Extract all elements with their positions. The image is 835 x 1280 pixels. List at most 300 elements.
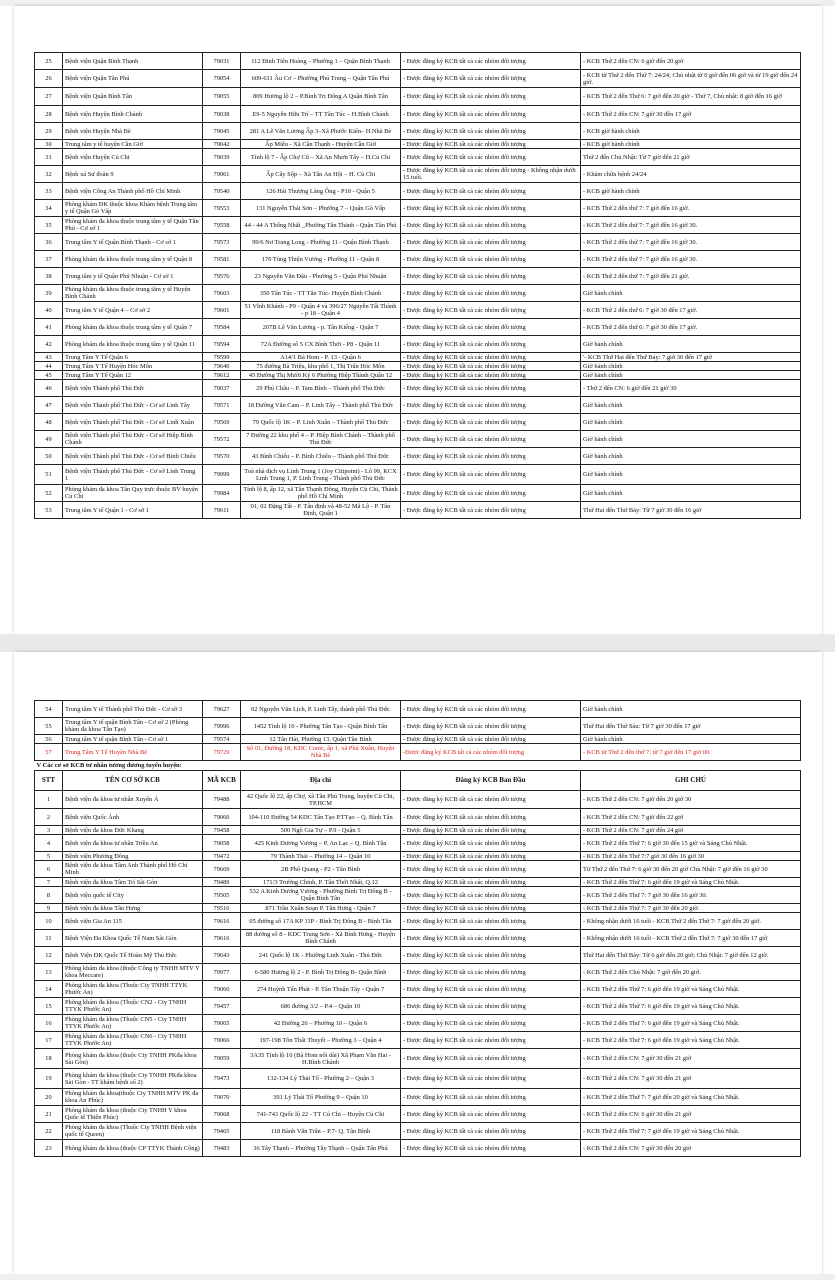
code-cell: 79729 [203,744,241,761]
address-cell: 88 đường số 8 - KDC Trung Sơn - Xã Bình Hưng - Huyện Bình Chánh [241,930,401,947]
registration-cell: - Được đăng ký KCB tất cả các nhóm đối tượng [401,149,581,166]
note-cell: - KCB Thứ 2 đến Thứ 7: 7 giờ 30 đến 20 giờ. [581,904,801,913]
code-cell: 79472 [203,852,241,861]
address-cell: 43 Bình Chiểu – P. Bình Chiểu – Thành phố Thủ Đức [241,448,401,465]
address-cell: E9-5 Nguyễn Hữu Trí – TT Tân Túc – H.Bình Chánh [241,106,401,123]
table-row [35,251,801,268]
note-cell: - KCB Thứ 2 đến thứ 6: 7 giờ 30 đến 17 giờ. [581,319,801,336]
stt-cell: 14 [35,981,63,998]
facility-table-part2 [34,700,801,1157]
code-cell: 79984 [203,485,241,502]
name-cell: Bệnh viện đa khoa Tâm Trí Sài Gòn [63,878,203,887]
stt-cell: 19 [35,1069,63,1089]
note-cell: - KCB Thứ 2 đến thứ 7: 7 giờ đến 16 giờ 30. [581,234,801,251]
stt-cell: 43 [35,353,63,362]
name-cell: Bệnh viện đa khoa Tân Hưng [63,904,203,913]
stt-cell: 21 [35,1106,63,1123]
note-cell: Từ Thứ 2 đến Thứ 7: 6 giờ 30 đến 20 giờ Chủ Nhật: 7 giờ đến 16 giờ 30 [581,861,801,878]
name-cell: Trung tâm Y tế Quận 4 – Cơ sở 2 [63,302,203,319]
note-cell: '- KCB Thứ Hai đến Thứ Bảy: 7 giờ 30 đến 17 giờ [581,353,801,362]
stt-cell: 28 [35,106,63,123]
table-row [35,166,801,183]
note-cell: - KCB Thứ 2 đến thứ 7: 7 giờ đến 16 giờ. [581,200,801,217]
registration-cell: - Được đăng ký KCB tất cả các nhóm đối tượng [401,319,581,336]
note-cell: - KCB giờ hành chính [581,140,801,149]
registration-cell: - Được đăng ký KCB tất cả các nhóm đối tượng [401,234,581,251]
code-cell: 79612 [203,371,241,380]
table-row [35,414,801,431]
address-cell: Ấp Miễu - Xã Cần Thạnh - Huyện Cần Giờ [241,140,401,149]
registration-cell: - Được đăng ký KCB tất cả các nhóm đối tượng [401,88,581,106]
name-cell: Bệnh viện Thành phố Thủ Đức - Cơ sở Linh Xuân [63,414,203,431]
stt-cell: 57 [35,744,63,761]
section-title: V Các cơ sở KCB tư nhân tương đương tuyến huyện: [35,761,801,771]
registration-cell: - Được đăng ký KCB tất cả các nhóm đối tượng [401,336,581,353]
code-cell: 79516 [203,904,241,913]
address-cell: 871 Trần Xuân Soạn P. Tân Hưng - Quận 7 [241,904,401,913]
note-cell: Giờ hành chính [581,414,801,431]
registration-cell: - Được đăng ký KCB tất cả các nhóm đối tượng [401,887,581,904]
name-cell: Bệnh viện đa khoa tư nhân Triều An [63,835,203,852]
table-row [35,465,801,485]
name-cell: Trung Tâm Y Tế Quận 6 [63,353,203,362]
note-cell: - Khám chữa bệnh 24/24 [581,166,801,183]
table-row [35,397,801,414]
name-cell: Phòng khám đa khoa(thuộc Cty TNHH MTV PK đa khoa An Phúc) [63,1089,203,1106]
note-cell: Thứ 2 đến Chủ Nhật: Từ 7 giờ đến 21 giờ [581,149,801,166]
code-cell: 79616 [203,913,241,930]
code-cell: 79039 [203,149,241,166]
name-cell: Trung tâm y tế huyện Cần Giờ [63,140,203,149]
note-cell: - KCB Thứ 2 đến Thứ 7: 7 giờ 30 đến 16 giờ 30. [581,887,801,904]
table-row [35,852,801,861]
note-cell: - KCB từ Thứ 2 đến thứ 7: từ 7 giờ đến 17 giờ 00. [581,744,801,761]
address-cell: 42 Đường 26 – Phường 10 – Quận 6 [241,1015,401,1032]
name-cell: Phòng khám đa khoa (Thuộc CN2 - Cty TNHH TTYK Phước An) [63,998,203,1015]
note-cell: - KCB Thứ 2 đến Thứ 7: 6 giờ đến 19 giờ và Sáng Chủ Nhật. [581,998,801,1015]
address-cell: A14/1 Bà Hom - P. 13 - Quận 6 [241,353,401,362]
name-cell: Trung Tâm Y Tế Quận 12 [63,371,203,380]
code-cell: 79627 [203,701,241,718]
note-cell: - KCB Thứ 2 đến CN: 6 giờ đến 20 giờ [581,53,801,70]
registration-cell: - Được đăng ký KCB tất cả các nhóm đối tượng [401,217,581,234]
code-cell: 79611 [203,502,241,519]
name-cell: Phòng khám đa khoa (Thuộc Cty TNHH TTYK Phước An) [63,981,203,998]
table-row [35,319,801,336]
code-cell: 79572 [203,431,241,448]
facility-table-part1 [34,52,801,519]
stt-cell: 11 [35,930,63,947]
address-cell: 36 Tây Thạnh – Phường Tây Thạnh – Quận Tân Phú [241,1140,401,1157]
table-row [35,930,801,947]
code-cell: 79570 [203,448,241,465]
note-cell: - KCB Thứ 2 đến thứ 7: 7 giờ đến 16 giờ 30. [581,217,801,234]
code-cell: 79669 [203,861,241,878]
address-cell: 02 Nguyễn Văn Lịch, P. Linh Tây, thành phố Thủ Đức [241,701,401,718]
note-cell: - KCB từ Thứ 2 đến Thứ 7: 24/24; Chủ nhật từ 0 giờ đến 06 giờ và từ 19 giờ đến 24 giờ. [581,70,801,88]
table-row [35,861,801,878]
address-cell: 7 Đường 22 khu phố 4 – P. Hiệp Bình Chánh – Thành phố Thủ Đức [241,431,401,448]
address-cell: 3A35 Tỉnh lộ 10 (Bà Hom nối dài) Xã Phạm Văn Hai -H.Bình Chánh [241,1049,401,1069]
page-gap [0,634,835,652]
address-cell: Số 01, Đường 18, KDC Conic, ấp 1, xã Phú Xuân, Huyện Nhà Bè [241,744,401,761]
table-row [35,502,801,519]
code-cell: 79616 [203,930,241,947]
code-cell: 79599 [203,353,241,362]
registration-cell: - Được đăng ký KCB tất cả các nhóm đối tượng [401,1140,581,1157]
table-row [35,998,801,1015]
table-row [35,234,801,251]
table-row [35,1140,801,1157]
registration-cell: - Được đăng ký KCB tất cả các nhóm đối tượng [401,285,581,302]
stt-cell: 44 [35,362,63,371]
address-cell: 01, 02 Đặng Tất - P. Tân định và 48-52 Mã Lộ - P. Tân Định, Quận 1 [241,502,401,519]
name-cell: Phòng khám đa khoa (thuộc CP TTYK Thành Công) [63,1140,203,1157]
stt-cell: 16 [35,1015,63,1032]
address-cell: 72A Đường số 5 CX Bình Thới - P8 - Quận 11 [241,336,401,353]
registration-cell: - Được đăng ký KCB tất cả các nhóm đối tượng [401,1032,581,1049]
name-cell: Trung tâm Y tế Quận Bình Thạnh - Cơ sở 1 [63,234,203,251]
code-cell: 79059 [203,1049,241,1069]
table-row [35,835,801,852]
address-cell: 2B Phổ Quang - P2 - Tân Bình [241,861,401,878]
registration-cell: - Được đăng ký KCB tất cả các nhóm đối tượng [401,1015,581,1032]
address-cell: 207B Lê Văn Lương - p. Tân Kiểng - Quận 7 [241,319,401,336]
note-cell: - KCB Thứ 2 đến CN: 7 giờ 30 đến 21 giờ [581,1049,801,1069]
stt-cell: 50 [35,448,63,465]
table-row [35,718,801,735]
code-cell: 79571 [203,397,241,414]
note-cell: - KCB Thứ 2 đến Thứ 7: 6 giờ đến 19 giờ và Sáng Chủ Nhật. [581,878,801,887]
code-cell: 79065 [203,1015,241,1032]
code-cell: 79640 [203,362,241,371]
stt-cell: 22 [35,1123,63,1140]
code-cell: 79066 [203,1032,241,1049]
address-cell: 500 Ngô Gia Tự – P.9 - Quận 5 [241,826,401,835]
table-row [35,904,801,913]
address-cell: 51 Vĩnh Khánh - P9 - Quận 4 và 396/27 Nguyễn Tất Thành - p 18 - Quận 4 [241,302,401,319]
stt-cell: 10 [35,913,63,930]
header-stt: STT [35,771,63,791]
stt-cell: 2 [35,809,63,826]
address-cell: 79 Thành Thái – Phường 14 – Quận 10 [241,852,401,861]
registration-cell: - Được đăng ký KCB tất cả các nhóm đối tượng [401,502,581,519]
name-cell: Bệnh viện Thành phố Thủ Đức - Cơ sở Hiệp Bình Chánh [63,431,203,448]
address-cell: 45 Đường Thị Mười Ký 6 Phường Hiệp Thành Quận 12 [241,371,401,380]
registration-cell: - Được đăng ký KCB tất cả các nhóm đối tượng [401,140,581,149]
code-cell: 79996 [203,718,241,735]
registration-cell: - Được đăng ký KCB tất cả các nhóm đối tượng [401,485,581,502]
stt-cell: 29 [35,123,63,140]
note-cell: Thứ Hai đến Thứ Bảy: Từ 7 giờ 30 đến 16 giờ [581,502,801,519]
address-cell: 241 Quốc lộ 1K - Phường Linh Xuân - Thủ Đức [241,947,401,964]
code-cell: 79603 [203,285,241,302]
stt-cell: 18 [35,1049,63,1069]
name-cell: Bệnh viện Huyện Củ Chi [63,149,203,166]
table-row [35,149,801,166]
stt-cell: 36 [35,234,63,251]
address-cell: 44 - 44 A Thống Nhất _Phường Tân Thành - Quận Tân Phú [241,217,401,234]
address-cell: 104-110 Đường 54 KDC Tân Tạo P.TTạo – Q. Bình Tân [241,809,401,826]
registration-cell: - Được đăng ký KCB tất cả các nhóm đối tượng [401,701,581,718]
name-cell: Phòng khám đa khoa (Thuộc Cty TNHH Bệnh viện quốc tế Queen) [63,1123,203,1140]
note-cell: Giờ hành chính [581,336,801,353]
registration-cell: - Được đăng ký KCB tất cả các nhóm đối tượng [401,183,581,200]
code-cell: 79594 [203,336,241,353]
address-cell: 170 Tùng Thiện Vương - Phường 11 - Quận 8 [241,251,401,268]
table-row [35,809,801,826]
address-cell: 281 A Lê Văn Lương Ấp 3–Xã Phước Kiển– H.Nhà Bè [241,123,401,140]
note-cell: - KCB Thứ 2 đến Thứ 7: 7 giờ đến 20 giờ và Sáng Chủ Nhật. [581,1089,801,1106]
stt-cell: 31 [35,149,63,166]
name-cell: Bệnh viện Thành phố Thủ Đức - Cơ sở Linh Tây [63,397,203,414]
code-cell: 79054 [203,70,241,88]
stt-cell: 38 [35,268,63,285]
registration-cell: - Được đăng ký KCB tất cả các nhóm đối tượng [401,268,581,285]
name-cell: Bệnh viện Quận Tân Phú [63,70,203,88]
name-cell: Phòng khám đa khoa (thuộc Cty TNHH PKđa khoa Sài Gòn) [63,1049,203,1069]
registration-cell: - Được đăng ký KCB tất cả các nhóm đối tượng [401,904,581,913]
address-cell: 6-580 Hương lộ 2 - P. Bình Trị Đông B- Quận Bình [241,964,401,981]
table-row [35,336,801,353]
note-cell: Giờ hành chính [581,362,801,371]
table-row [35,826,801,835]
registration-cell: - Được đăng ký KCB tất cả các nhóm đối tượng [401,362,581,371]
registration-cell: -Được đăng ký KCB tất cả các nhóm đối tượng [401,744,581,761]
address-cell: 42 Quốc lộ 22, ấp Chợ, xã Tân Phú Trung, huyện Củ Chi, TP.HCM [241,791,401,809]
registration-cell: - Được đăng ký KCB tất cả các nhóm đối tượng [401,735,581,744]
code-cell: 79060 [203,981,241,998]
code-cell: 79540 [203,183,241,200]
stt-cell: 40 [35,302,63,319]
stt-cell: 39 [35,285,63,302]
registration-cell: - Được đăng ký KCB tất cả các nhóm đối tượng [401,123,581,140]
stt-cell: 32 [35,166,63,183]
table-row [35,744,801,761]
registration-cell: - Được đăng ký KCB tất cả các nhóm đối tượng [401,913,581,930]
registration-cell: - Được đăng ký KCB tất cả các nhóm đối tượng [401,718,581,735]
table-row [35,947,801,964]
code-cell: 79457 [203,998,241,1015]
name-cell: Bệnh xá Sư đoàn 9 [63,166,203,183]
address-cell: 126 Hải Thượng Lãng Ông - P10 - Quận 5 [241,183,401,200]
table-row [35,485,801,502]
code-cell: 79553 [203,200,241,217]
header-registration: Đăng ký KCB Ban Đầu [401,771,581,791]
address-cell: Tỉnh lộ 7 - Ấp Chợ Cũ – Xã An Nhơn Tây – H.Củ Chi [241,149,401,166]
registration-cell: - Được đăng ký KCB tất cả các nhóm đối tượng [401,826,581,835]
table-row [35,380,801,397]
code-cell: 79569 [203,414,241,431]
registration-cell: - Được đăng ký KCB tất cả các nhóm đối tượng - Không nhận dưới 15 tuổi. [401,166,581,183]
name-cell: Trung tâm y tế Quận Phú Nhuận - Cơ sở 1 [63,268,203,285]
registration-cell: - Được đăng ký KCB tất cả các nhóm đối tượng [401,791,581,809]
bottom-margin [0,1274,835,1280]
address-cell: 197-198 Tôn Thất Thuyết – Phường 3 – Quận 4 [241,1032,401,1049]
code-cell: 79581 [203,251,241,268]
address-cell: 1452 Tỉnh lộ 10 - Phường Tân Tạo - Quận Bình Tân [241,718,401,735]
code-cell: 79558 [203,217,241,234]
document-page-1 [14,6,822,634]
address-cell: 532 A Kinh Dương Vương - Phường Bình Trị Đông B - Quận Bình Tân [241,887,401,904]
registration-cell: - Được đăng ký KCB tất cả các nhóm đối tượng [401,930,581,947]
name-cell: Trung Tâm Y Tế Huyện Hóc Môn [63,362,203,371]
code-cell: 79058 [203,835,241,852]
address-cell: Ấp Cây Sộp – Xã Tân An Hội – H. Củ Chi [241,166,401,183]
stt-cell: 46 [35,380,63,397]
registration-cell: - Được đăng ký KCB tất cả các nhóm đối tượng [401,981,581,998]
code-cell: 79037 [203,380,241,397]
address-cell: 274 Huỳnh Tấn Phát - P. Tân Thuận Tây - Quận 7 [241,981,401,998]
table-row [35,70,801,88]
stt-cell: 20 [35,1089,63,1106]
name-cell: Bệnh viện Quốc Ánh [63,809,203,826]
note-cell: Giờ hành chính [581,371,801,380]
header-notes: GHI CHÚ [581,771,801,791]
note-cell: Giờ hành chính [581,285,801,302]
name-cell: Bệnh viện đa khoa Tâm Anh Thành phố Hồ Chí Minh [63,861,203,878]
table-row [35,200,801,217]
address-cell: 05 đường số 17A KP 11P - Bình Trị Đông B - Bình Tân [241,913,401,930]
code-cell: 79601 [203,302,241,319]
note-cell: - KCB Thứ 2 đến Thứ 7: 6 giờ đến 19 giờ và Sáng Chủ Nhật. [581,981,801,998]
registration-cell: - Được đăng ký KCB tất cả các nhóm đối tượng [401,1106,581,1123]
registration-cell: - Được đăng ký KCB tất cả các nhóm đối tượng [401,397,581,414]
name-cell: Phòng khám đa khoa thuộc trung tâm y tế Huyện Bình Chánh [63,285,203,302]
code-cell: 79458 [203,826,241,835]
table-row [35,88,801,106]
code-cell: 79999 [203,465,241,485]
table-row [35,362,801,371]
stt-cell: 37 [35,251,63,268]
registration-cell: - Được đăng ký KCB tất cả các nhóm đối tượng [401,878,581,887]
registration-cell: - Được đăng ký KCB tất cả các nhóm đối tượng [401,53,581,70]
name-cell: Phòng khám đa khoa (thuộc Cty TNHH PKđa khoa Sài Gòn - TT khám bệnh số 2) [63,1069,203,1089]
address-cell: 75 đường Bà Triệu, khu phố 1, Thị Trấn Hóc Môn [241,362,401,371]
code-cell: 79042 [203,140,241,149]
note-cell: - KCB Thứ 2 đến Thứ 6: 7 giờ đến 20 giờ - Thứ 7, Chủ nhật: 8 giờ đến 16 giờ [581,88,801,106]
registration-cell: - Được đăng ký KCB tất cả các nhóm đối tượng [401,835,581,852]
address-cell: 741-743 Quốc lộ 22 - TT Củ Chi – Huyện Củ Chi [241,1106,401,1123]
stt-cell: 30 [35,140,63,149]
stt-cell: 51 [35,465,63,485]
code-cell: 79483 [203,1140,241,1157]
registration-cell: - Được đăng ký KCB tất cả các nhóm đối tượng [401,448,581,465]
table-row [35,701,801,718]
stt-cell: 7 [35,878,63,887]
name-cell: Bệnh Viện Đa Khoa Quốc Tế Nam Sài Gòn [63,930,203,947]
address-cell: 29 Phú Châu – P. Tam Bình – Thành phố Thủ Đức [241,380,401,397]
address-cell: 12 Tân Hải, Phường 13, Quận Tân Bình [241,735,401,744]
name-cell: Trung tâm Y tế quận Bình Tân - Cơ sở 1 [63,735,203,744]
name-cell: Bệnh viện Thành phố Thủ Đức - Cơ sở Linh Trung 1 [63,465,203,485]
code-cell: 79038 [203,106,241,123]
code-cell: 79473 [203,1069,241,1089]
table-row [35,887,801,904]
table-row [35,106,801,123]
stt-cell: 15 [35,998,63,1015]
stt-cell: 45 [35,371,63,380]
stt-cell: 9 [35,904,63,913]
note-cell: - KCB Thứ 2 đến CN: 7 giờ 30 đến 21 giờ [581,1069,801,1089]
stt-cell: 1 [35,791,63,809]
note-cell: Giờ hành chính [581,701,801,718]
name-cell: Phòng khám đa khoa Tân Quy trực thuộc BV huyện Củ Chi [63,485,203,502]
registration-cell: - Được đăng ký KCB tất cả các nhóm đối tượng [401,1049,581,1069]
stt-cell: 5 [35,852,63,861]
table-row [35,217,801,234]
note-cell: - KCB Thứ 2 đến thứ 7: 7 giờ đến 16 giờ 30. [581,251,801,268]
name-cell: Trung tâm Y tế Quận 1 - Cơ sở 1 [63,502,203,519]
note-cell: - Không nhận dưới 16 tuổi - KCB Thứ 2 đến Thứ 7: 7 giờ 30 đến 17 giờ [581,930,801,947]
note-cell: - KCB Thứ 2 đến Thứ 7: 6 giờ 30 đến 15 giờ và Sáng Chủ Nhật. [581,835,801,852]
address-cell: 609-611 Âu Cơ – Phường Phú Trung – Quận Tân Phú [241,70,401,88]
table-row [35,302,801,319]
note-cell: - KCB Thứ 2 đến Thứ 7: 6 giờ đến 19 giờ và Sáng Chủ Nhật. [581,1015,801,1032]
note-cell: Giờ hành chính [581,431,801,448]
note-cell: - KCB Thứ 2 đến Thứ 7:7 giờ 30 đến 16 giờ 30 [581,852,801,861]
registration-cell: - Được đăng ký KCB tất cả các nhóm đối tượng [401,947,581,964]
code-cell: 79576 [203,268,241,285]
note-cell: Giờ hành chính [581,465,801,485]
code-cell: 79977 [203,964,241,981]
stt-cell: 27 [35,88,63,106]
stt-cell: 35 [35,217,63,234]
note-cell: - KCB Thứ 2 đến Chủ Nhật: 7 giờ đến 20 giờ. [581,964,801,981]
code-cell: 79573 [203,234,241,251]
stt-cell: 34 [35,200,63,217]
stt-cell: 8 [35,887,63,904]
name-cell: Phòng khám đa khoa (Thuộc CN6 - Cty TNHH TTYK Phước An) [63,1032,203,1049]
code-cell: 79574 [203,735,241,744]
registration-cell: - Được đăng ký KCB tất cả các nhóm đối tượng [401,106,581,123]
address-cell: 18 Đường Văn Cam – P. Linh Tây – Thành phố Thủ Đức [241,397,401,414]
note-cell: - Không nhận dưới 16 tuổi - KCB Thứ 2 đến Thứ 7: 7 giờ đến 20 giờ. [581,913,801,930]
note-cell: - KCB Thứ 2 đến CN: 7 giờ đến 24 giờ [581,826,801,835]
name-cell: Bệnh Viện ĐK Quốc Tế Hoàn Mỹ Thủ Đức [63,947,203,964]
address-cell: 132-134 Lý Thái Tổ - Phường 2 – Quận 3 [241,1069,401,1089]
note-cell: - KCB Thứ 2 đến CN: 6 giờ 30 đến 21 giờ [581,1106,801,1123]
table-row [35,964,801,981]
name-cell: Bệnh viện Gia An 115 [63,913,203,930]
name-cell: Bệnh viện Huyện Bình Chánh [63,106,203,123]
code-cell: 79070 [203,1089,241,1106]
stt-cell: 25 [35,53,63,70]
registration-cell: - Được đăng ký KCB tất cả các nhóm đối tượng [401,861,581,878]
stt-cell: 52 [35,485,63,502]
note-cell: Thứ Hai đến Thứ Bảy: Từ 6 giờ đến 20 giờ; Chủ Nhật: 7 giờ đến 12 giờ. [581,947,801,964]
name-cell: Trung Tâm Y Tế Huyện Nhà Bè [63,744,203,761]
note-cell: Giờ hành chính [581,735,801,744]
registration-cell: - Được đăng ký KCB tất cả các nhóm đối tượng [401,251,581,268]
table-row [35,285,801,302]
note-cell: - KCB giờ hành chính [581,123,801,140]
table-row [35,1069,801,1089]
stt-cell: 17 [35,1032,63,1049]
table-row [35,735,801,744]
name-cell: Phòng khám đa khoa thuộc trung tâm y tế Quận Tân Phú - Cơ sở 1 [63,217,203,234]
name-cell: Bệnh viện đa khoa tư nhân Xuyên Á [63,791,203,809]
note-cell: - KCB Thứ 2 đến thứ 6: 7 giờ 30 đến 17 giờ. [581,302,801,319]
stt-cell: 55 [35,718,63,735]
registration-cell: - Được đăng ký KCB tất cả các nhóm đối tượng [401,809,581,826]
note-cell: - KCB Thứ 2 đến Thứ 7: 7 giờ đến 19 giờ và Sáng Chủ Nhật. [581,1123,801,1140]
code-cell: 79584 [203,319,241,336]
table-row [35,140,801,149]
code-cell: 79060 [203,809,241,826]
stt-cell: 33 [35,183,63,200]
registration-cell: - Được đăng ký KCB tất cả các nhóm đối tượng [401,431,581,448]
